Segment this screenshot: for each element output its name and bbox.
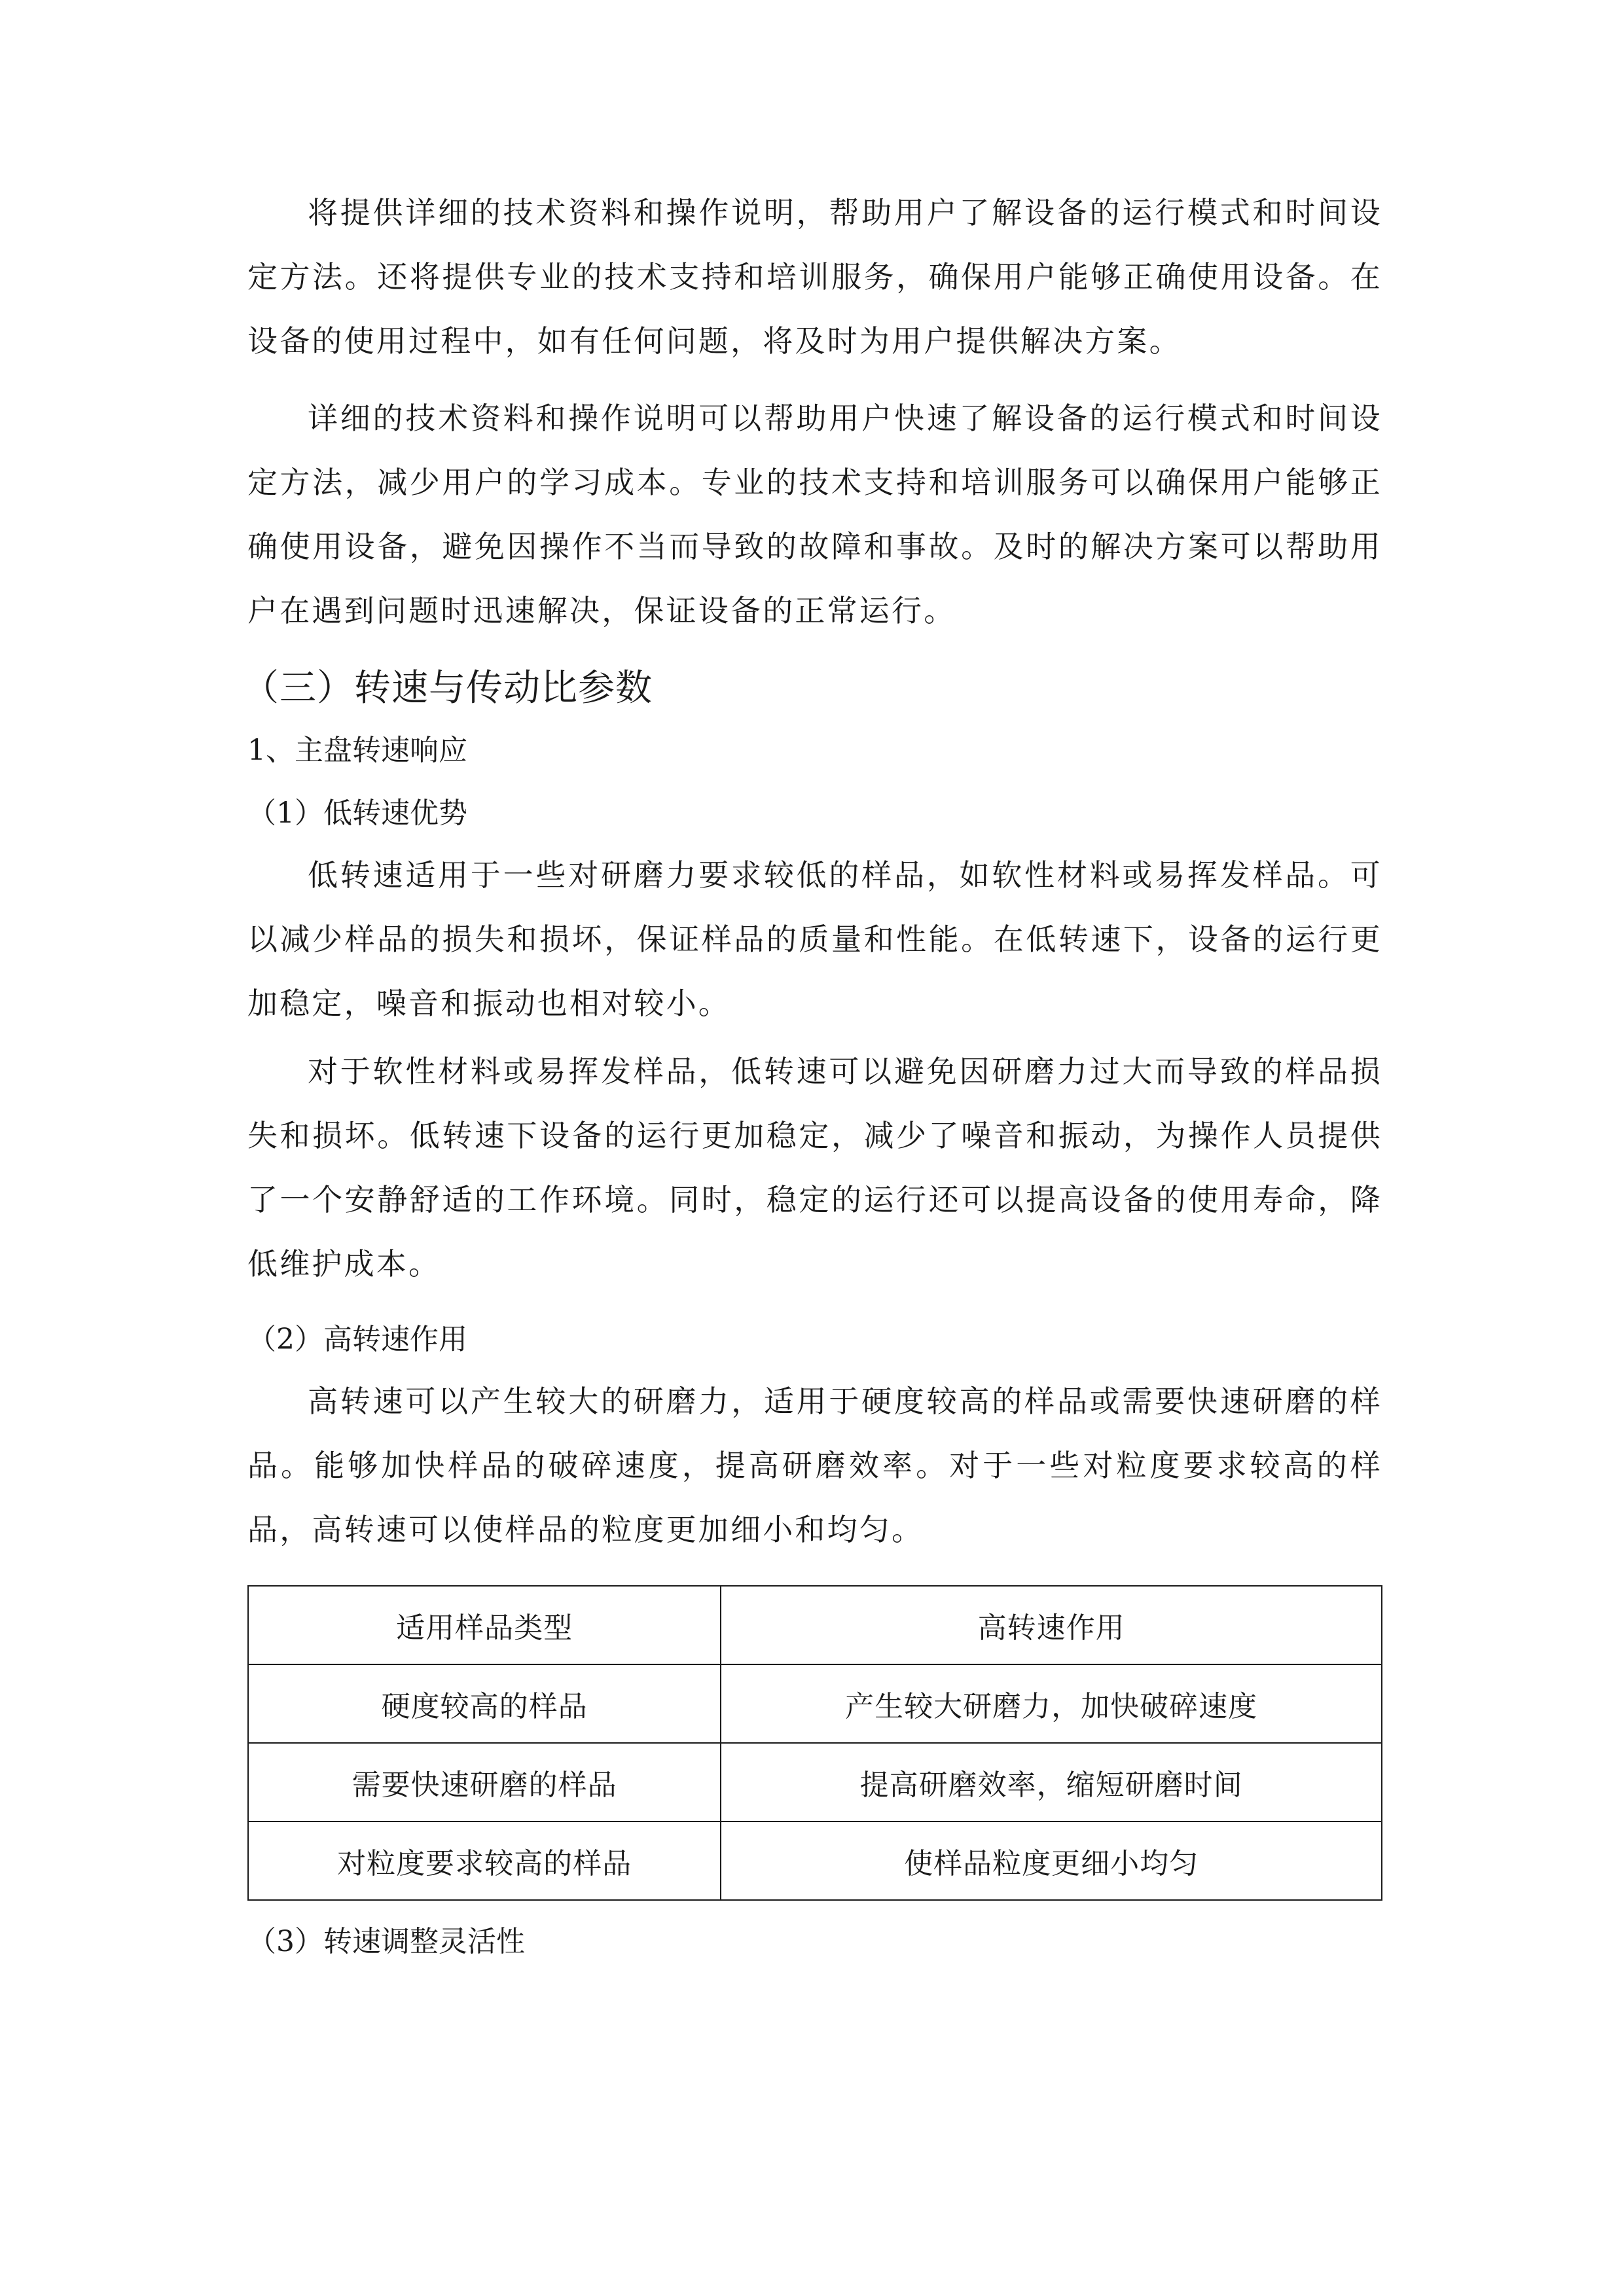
table-row <box>248 1743 1382 1821</box>
subsection-heading: 1、主盘转速响应 <box>247 734 467 767</box>
intro-paragraph-2: 详细的技术资料和操作说明可以帮助用户快速了解设备的运行模式和时间设定方法，减少用户的学习成本。专业的技术支持和培训服务可以确保用户能够正确使用设备，避免因操作不当而导致的故障和事故。及时的解决方案可以帮助用户在遇到问题时迅速解决，保证设备的正常运行。 <box>247 401 1382 628</box>
table-cell: 需要快速研磨的样品 <box>248 1743 721 1821</box>
item2-paragraph: 高转速可以产生较大的研磨力，适用于硬度较高的样品或需要快速研磨的样品。能够加快样品的破碎速度，提高研磨效率。对于一些对粒度要求较高的样品，高转速可以使样品的粒度更加细小和均匀。 <box>247 1384 1382 1547</box>
item2-heading: （2）高转速作用 <box>247 1323 467 1356</box>
table-cell: 对粒度要求较高的样品 <box>248 1821 721 1900</box>
section-heading: （三）转速与传动比参数 <box>242 667 653 709</box>
intro-paragraph-1: 将提供详细的技术资料和操作说明，帮助用户了解设备的运行模式和时间设定方法。还将提供专业的技术支持和培训服务，确保用户能够正确使用设备。在设备的使用过程中，如有任何问题，将及时为用户提供解决方案。 <box>247 195 1382 359</box>
table-header-cell: 适用样品类型 <box>248 1586 721 1664</box>
table-row <box>248 1821 1382 1900</box>
table-header-cell: 高转速作用 <box>721 1586 1382 1664</box>
table-header-row <box>248 1586 1382 1664</box>
item1-paragraph-2: 对于软性材料或易挥发样品，低转速可以避免因研磨力过大而导致的样品损失和损坏。低转速下设备的运行更加稳定，减少了噪音和振动，为操作人员提供了一个安静舒适的工作环境。同时，稳定的运行还可以提高设备的使用寿命，降低维护成本。 <box>247 1054 1382 1282</box>
table-row <box>248 1664 1382 1743</box>
table-cell: 产生较大研磨力，加快破碎速度 <box>721 1664 1382 1743</box>
item1-paragraph-1: 低转速适用于一些对研磨力要求较低的样品，如软性材料或易挥发样品。可以减少样品的损失和损坏，保证样品的质量和性能。在低转速下，设备的运行更加稳定，噪音和振动也相对较小。 <box>247 857 1382 1021</box>
item3-heading: （3）转速调整灵活性 <box>247 1925 525 1958</box>
table-cell: 硬度较高的样品 <box>248 1664 721 1743</box>
item1-heading: （1）低转速优势 <box>247 797 467 830</box>
table-cell: 提高研磨效率，缩短研磨时间 <box>721 1743 1382 1821</box>
table-cell: 使样品粒度更细小均匀 <box>721 1821 1382 1900</box>
speed-effect-table <box>247 1585 1382 1901</box>
